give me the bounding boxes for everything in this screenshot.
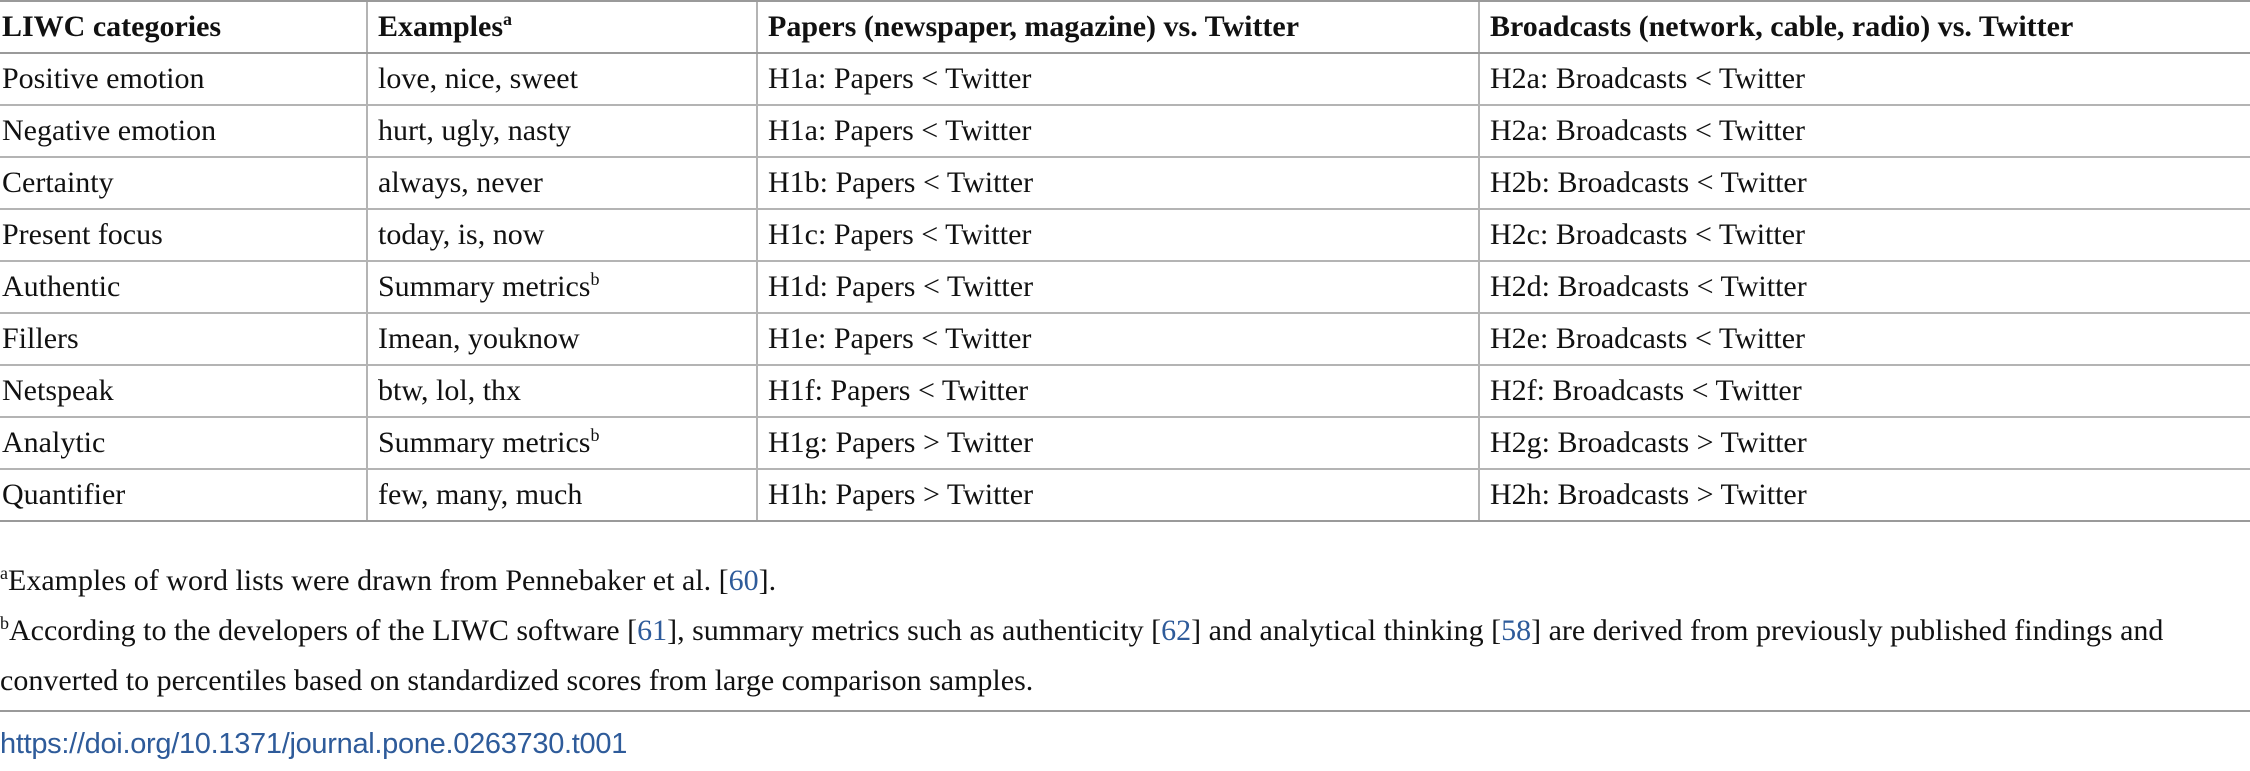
cell-broadcasts (1479, 209, 2250, 261)
footnote-a (0, 556, 2240, 606)
cell-text: H2f: Broadcasts < Twitter (1490, 374, 1802, 407)
table-body (0, 53, 2250, 521)
cell-category (0, 469, 367, 521)
footnote-b-text-3: ] and analytical thinking [ (1191, 614, 1502, 647)
cell-text: Summary metrics (378, 270, 591, 303)
cell-text: Positive emotion (2, 62, 205, 95)
cell-broadcasts (1479, 417, 2250, 469)
cell-text: H1d: Papers < Twitter (768, 270, 1034, 303)
cell-text: Quantifier (2, 478, 126, 511)
cell-examples (367, 365, 757, 417)
column-header-3 (757, 1, 1479, 53)
table-footnotes (0, 556, 2240, 706)
bottom-rule (0, 710, 2250, 712)
cell-text: Negative emotion (2, 114, 217, 147)
footnote-marker: a (503, 9, 513, 29)
cell-examples (367, 313, 757, 365)
cell-papers (757, 469, 1479, 521)
cell-text: love, nice, sweet (378, 62, 578, 95)
cell-papers (757, 157, 1479, 209)
footnote-marker: b (590, 425, 600, 445)
table-row (0, 417, 2250, 469)
cell-text: H2d: Broadcasts < Twitter (1490, 270, 1807, 303)
column-header-label: Papers (newspaper, magazine) vs. Twitter (768, 10, 1300, 43)
footnote-a-end: ]. (758, 564, 777, 597)
reference-link-60[interactable]: 60 (728, 564, 759, 597)
cell-text: btw, lol, thx (378, 374, 522, 407)
cell-broadcasts (1479, 469, 2250, 521)
footnote-b-text-4: ] are derived from previously published findings and converted to percentiles based on standardized scores from large comparison samples. (0, 614, 2164, 697)
cell-examples (367, 469, 757, 521)
cell-category (0, 417, 367, 469)
cell-examples (367, 105, 757, 157)
cell-text: Authentic (2, 270, 121, 303)
cell-text: Summary metrics (378, 426, 591, 459)
cell-category (0, 261, 367, 313)
cell-text: Present focus (2, 218, 163, 251)
footnote-b-text-1: According to the developers of the LIWC software [ (9, 614, 638, 647)
cell-broadcasts (1479, 157, 2250, 209)
cell-broadcasts (1479, 261, 2250, 313)
cell-papers (757, 209, 1479, 261)
column-header-2 (367, 1, 757, 53)
cell-text: H2c: Broadcasts < Twitter (1490, 218, 1806, 251)
cell-text: H1c: Papers < Twitter (768, 218, 1032, 251)
footnote-b (0, 606, 2240, 706)
column-header-label: Examples (378, 10, 504, 43)
footnote-b-text-2: ], summary metrics such as authenticity [ (667, 614, 1162, 647)
column-header-label: Broadcasts (network, cable, radio) vs. Twitter (1490, 10, 2074, 43)
doi-link[interactable]: https://doi.org/10.1371/journal.pone.0263730.t001 (0, 728, 628, 760)
cell-broadcasts (1479, 365, 2250, 417)
cell-text: H1e: Papers < Twitter (768, 322, 1032, 355)
table-header-row (0, 1, 2250, 53)
cell-broadcasts (1479, 105, 2250, 157)
cell-text: H1h: Papers > Twitter (768, 478, 1034, 511)
table-row (0, 469, 2250, 521)
column-header-4 (1479, 1, 2250, 53)
table-row (0, 365, 2250, 417)
cell-examples (367, 261, 757, 313)
cell-text: H2b: Broadcasts < Twitter (1490, 166, 1807, 199)
reference-link-62[interactable]: 62 (1161, 614, 1192, 647)
cell-category (0, 157, 367, 209)
reference-link-61[interactable]: 61 (637, 614, 668, 647)
cell-examples (367, 53, 757, 105)
table-row (0, 261, 2250, 313)
reference-link-58[interactable]: 58 (1501, 614, 1532, 647)
cell-text: H1g: Papers > Twitter (768, 426, 1034, 459)
cell-text: H2g: Broadcasts > Twitter (1490, 426, 1807, 459)
cell-category (0, 209, 367, 261)
cell-text: few, many, much (378, 478, 583, 511)
cell-examples (367, 209, 757, 261)
table-row (0, 105, 2250, 157)
cell-text: Netspeak (2, 374, 114, 407)
column-header-label: LIWC categories (2, 10, 222, 43)
cell-text: H1b: Papers < Twitter (768, 166, 1034, 199)
cell-text: today, is, now (378, 218, 545, 251)
cell-text: Certainty (2, 166, 114, 199)
cell-text: hurt, ugly, nasty (378, 114, 572, 147)
cell-category (0, 53, 367, 105)
cell-papers (757, 105, 1479, 157)
cell-text: Analytic (2, 426, 106, 459)
footnote-marker: b (590, 269, 600, 289)
cell-papers (757, 53, 1479, 105)
cell-text: H1a: Papers < Twitter (768, 62, 1032, 95)
cell-text: H2h: Broadcasts > Twitter (1490, 478, 1807, 511)
cell-broadcasts (1479, 313, 2250, 365)
cell-text: H2e: Broadcasts < Twitter (1490, 322, 1806, 355)
column-header-1 (0, 1, 367, 53)
cell-examples (367, 417, 757, 469)
cell-text: always, never (378, 166, 543, 199)
table-row (0, 157, 2250, 209)
cell-text: H1a: Papers < Twitter (768, 114, 1032, 147)
cell-text: H2a: Broadcasts < Twitter (1490, 62, 1806, 95)
cell-papers (757, 365, 1479, 417)
cell-text: H1f: Papers < Twitter (768, 374, 1029, 407)
footnote-b-marker: b (0, 613, 9, 633)
cell-broadcasts (1479, 53, 2250, 105)
cell-papers (757, 261, 1479, 313)
table-row (0, 313, 2250, 365)
cell-examples (367, 157, 757, 209)
cell-papers (757, 417, 1479, 469)
cell-category (0, 365, 367, 417)
footnote-a-marker: a (0, 563, 8, 583)
table-row (0, 53, 2250, 105)
cell-text: Fillers (2, 322, 79, 355)
cell-category (0, 105, 367, 157)
table-row (0, 209, 2250, 261)
cell-text: Imean, youknow (378, 322, 580, 355)
footnote-a-text: Examples of word lists were drawn from Pennebaker et al. [ (8, 564, 729, 597)
cell-category (0, 313, 367, 365)
cell-text: H2a: Broadcasts < Twitter (1490, 114, 1806, 147)
cell-papers (757, 313, 1479, 365)
